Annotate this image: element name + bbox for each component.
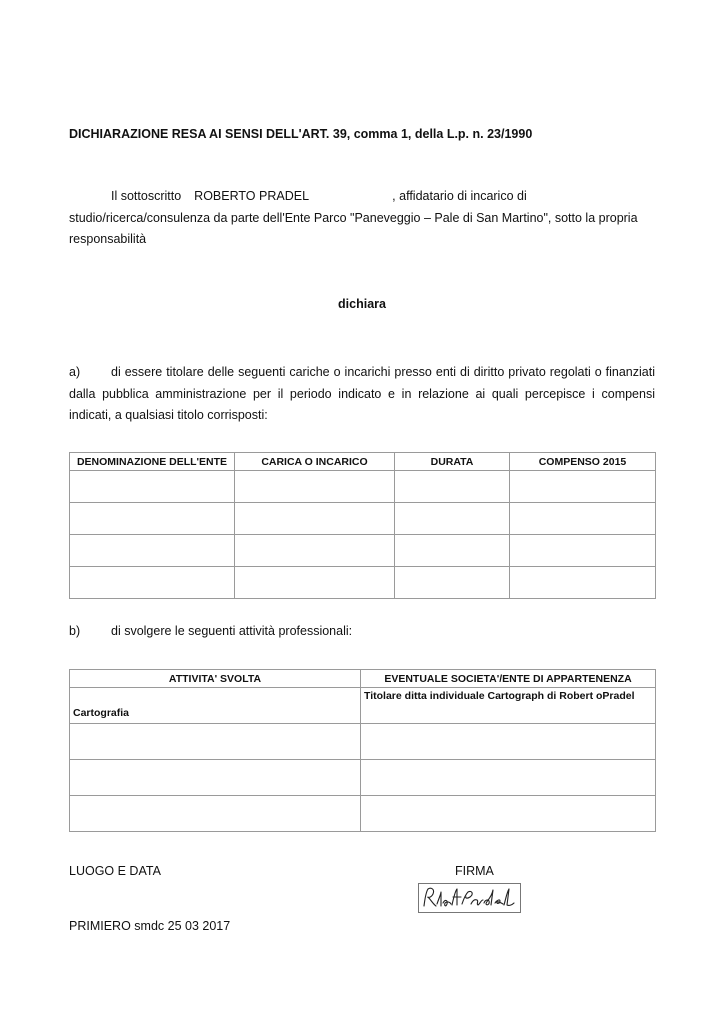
company-cell bbox=[361, 796, 656, 832]
table-row bbox=[70, 535, 656, 567]
header-carica: CARICA O INCARICO bbox=[235, 453, 395, 471]
activity-cell bbox=[70, 760, 361, 796]
activity-cell bbox=[70, 724, 361, 760]
table-header-row bbox=[70, 453, 656, 471]
header-denominazione: DENOMINAZIONE DELL'ENTE bbox=[70, 453, 235, 471]
table-cell bbox=[70, 567, 235, 599]
company-cell bbox=[361, 760, 656, 796]
intro-prefix: Il sottoscritto bbox=[111, 189, 182, 203]
intro-paragraph bbox=[69, 186, 655, 251]
intro-line1-suffix: , affidatario di incarico di bbox=[392, 189, 527, 203]
header-societa: EVENTUALE SOCIETA'/ENTE DI APPARTENENZA bbox=[361, 670, 656, 688]
table-cell bbox=[70, 503, 235, 535]
table-row bbox=[70, 471, 656, 503]
header-durata: DURATA bbox=[395, 453, 510, 471]
section-b-text: di svolgere le seguenti attività professionali: bbox=[111, 624, 353, 638]
table-row bbox=[70, 796, 656, 832]
table-cell bbox=[235, 535, 395, 567]
table-cell bbox=[395, 471, 510, 503]
table-cell bbox=[70, 471, 235, 503]
table-cell bbox=[395, 503, 510, 535]
section-a-text: di essere titolare delle seguenti cariche o incarichi presso enti di diritto privato regolati o finanziati dalla pubblica amministrazione per il periodo indicato e in relazione ai quali percepisce i compensi indicati, a qualsiasi titolo corrisposti: bbox=[69, 365, 655, 422]
dichiara-heading: dichiara bbox=[338, 297, 386, 311]
table-header-row bbox=[70, 670, 656, 688]
table-row bbox=[70, 567, 656, 599]
intro-line3: responsabilità bbox=[69, 232, 147, 246]
activity-cell bbox=[70, 796, 361, 832]
table-attivita bbox=[69, 669, 656, 832]
section-a bbox=[69, 362, 655, 427]
table-row bbox=[70, 724, 656, 760]
table-row bbox=[70, 503, 656, 535]
table-row bbox=[70, 760, 656, 796]
activity-cell: Cartografia bbox=[70, 688, 361, 724]
table-cell bbox=[235, 567, 395, 599]
header-attivita: ATTIVITA' SVOLTA bbox=[70, 670, 361, 688]
table-cell bbox=[395, 567, 510, 599]
table-cell bbox=[510, 503, 656, 535]
table-cell bbox=[70, 535, 235, 567]
document-title: DICHIARAZIONE RESA AI SENSI DELL'ART. 39, comma 1, della L.p. n. 23/1990 bbox=[69, 127, 533, 141]
signature-box bbox=[418, 883, 521, 913]
declarant-name: ROBERTO PRADEL bbox=[194, 189, 310, 203]
table-cell bbox=[510, 471, 656, 503]
table-row bbox=[70, 688, 656, 724]
signature-image bbox=[419, 884, 520, 912]
company-cell: Titolare ditta individuale Cartograph di Robert oPradel bbox=[361, 688, 656, 724]
firma-label: FIRMA bbox=[455, 864, 494, 878]
table-cariche bbox=[69, 452, 656, 599]
table-cell bbox=[235, 471, 395, 503]
table-cell bbox=[510, 567, 656, 599]
intro-line2: studio/ricerca/consulenza da parte dell'Ente Parco "Paneveggio – Pale di San Martino", sotto la propria bbox=[69, 210, 638, 225]
header-compenso: COMPENSO 2015 bbox=[510, 453, 656, 471]
company-cell bbox=[361, 724, 656, 760]
table-cell bbox=[510, 535, 656, 567]
luogo-data-label: LUOGO E DATA bbox=[69, 864, 161, 878]
table-cell bbox=[395, 535, 510, 567]
place-date: PRIMIERO smdc 25 03 2017 bbox=[69, 919, 231, 933]
section-b-letter: b) bbox=[69, 624, 81, 638]
table-cell bbox=[235, 503, 395, 535]
section-a-letter: a) bbox=[69, 365, 81, 379]
section-b bbox=[69, 624, 352, 638]
